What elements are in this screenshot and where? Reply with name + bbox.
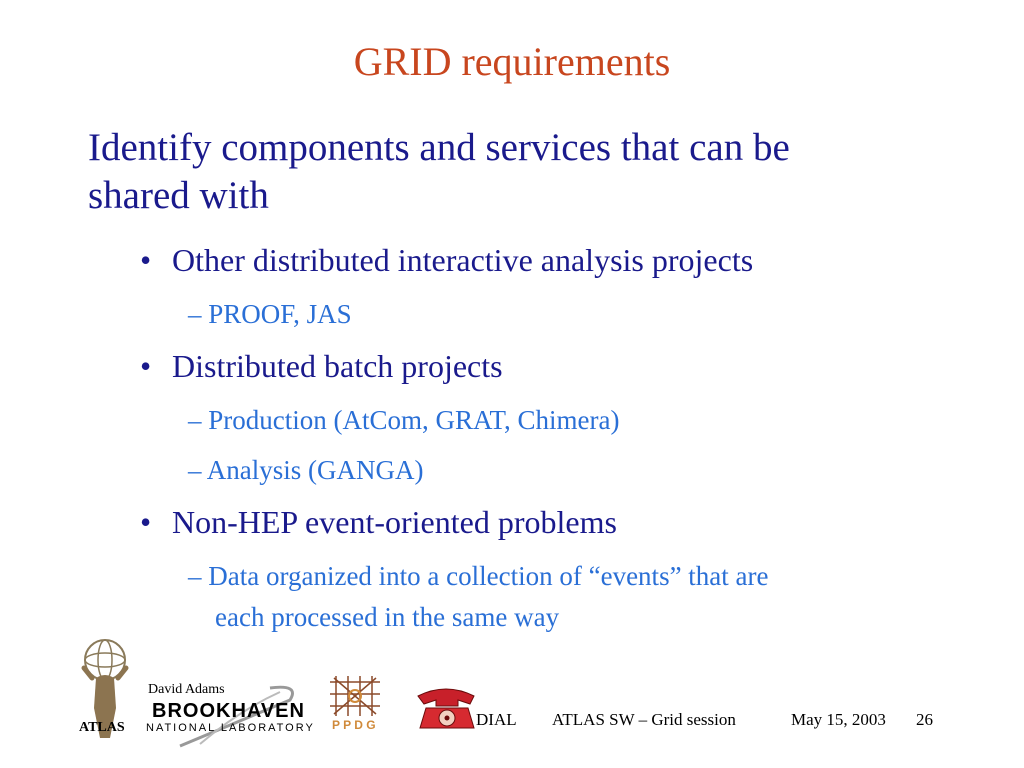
sub-bullet-text: Production (AtCom, GRAT, Chimera) bbox=[208, 405, 620, 435]
sub-bullet-continuation: each processed in the same way bbox=[215, 602, 560, 632]
lead-line-2: shared with bbox=[88, 174, 269, 217]
sub-bullet-text: PROOF, JAS bbox=[208, 299, 352, 329]
footer-date: May 15, 2003 bbox=[791, 710, 886, 729]
bullet-item bbox=[140, 504, 617, 541]
bullet-marker: • bbox=[140, 242, 152, 278]
bullet-text: Other distributed interactive analysis projects bbox=[172, 242, 754, 278]
bullet-text: Distributed batch projects bbox=[172, 348, 503, 384]
dash-marker: – bbox=[188, 299, 202, 329]
brookhaven-name: BROOKHAVEN bbox=[152, 700, 305, 722]
sub-bullet-text: Analysis (GANGA) bbox=[206, 455, 424, 485]
red-telephone-icon bbox=[412, 684, 482, 732]
bullet-text: Non-HEP event-oriented problems bbox=[172, 504, 617, 540]
lead-line-1: Identify components and services that can be bbox=[88, 126, 790, 169]
bullet-marker: • bbox=[140, 348, 152, 384]
dash-marker: – bbox=[188, 405, 202, 435]
sub-bullet-item bbox=[188, 450, 424, 491]
sub-bullet-item bbox=[188, 400, 619, 441]
page-number: 26 bbox=[916, 710, 933, 729]
dash-marker: – bbox=[188, 561, 202, 591]
sub-bullet-item bbox=[188, 556, 769, 638]
lead-text bbox=[88, 124, 948, 220]
footer-project: DIAL bbox=[476, 710, 517, 729]
footer-session: ATLAS SW – Grid session bbox=[552, 710, 736, 729]
brookhaven-subtitle: NATIONAL LABORATORY bbox=[146, 722, 315, 734]
atlas-label: ATLAS bbox=[79, 720, 125, 735]
slide-title: GRID requirements bbox=[353, 39, 671, 84]
ppdg-logo-icon bbox=[326, 672, 384, 720]
author-name: David Adams bbox=[148, 682, 225, 697]
sub-bullet-text: Data organized into a collection of “events” that are bbox=[208, 561, 769, 591]
sub-bullet-item bbox=[188, 294, 352, 335]
dash-marker: – bbox=[188, 455, 202, 485]
bullet-item bbox=[140, 242, 753, 279]
bullet-marker: • bbox=[140, 504, 152, 540]
ppdg-letters: P P D G bbox=[332, 718, 376, 732]
bullet-item bbox=[140, 348, 503, 385]
